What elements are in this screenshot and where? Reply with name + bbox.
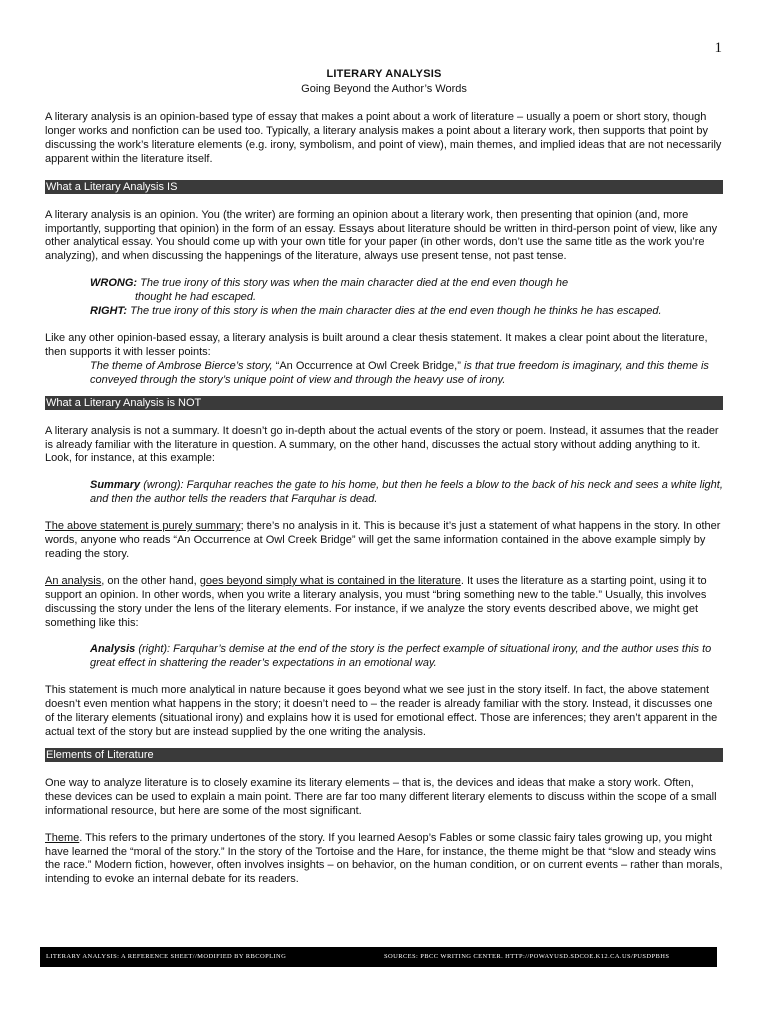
- document-title: LITERARY ANALYSIS: [326, 68, 442, 80]
- summary-statement-underlined: The above statement is purely summary: [45, 520, 241, 533]
- wrong-label: WRONG:: [90, 277, 138, 290]
- intro-paragraph: A literary analysis is an opinion-based type of essay that makes a point about a work of literature – usually a poem or short story, though longer works and nonfiction can be used too. Typically, a literary analysis makes a point about a literary work, then supports that point by discussing the work’s literature elements (e.g. irony, symbolism, and point of view), main themes, and implied ideas that are not necessarily apparent within the literature itself.: [45, 111, 722, 165]
- what-is-not-paragraph: A literary analysis is not a summary. It doesn’t go in-depth about the actual events of the story or poem. Instead, it assumes that the reader is already familiar with the literature in question. A summary, on the other hand, discusses the actual story without adding anything to it. Look, for instance, at this example:: [45, 424, 719, 465]
- section-heading-what-is: What a Literary Analysis IS: [45, 180, 723, 194]
- analysis-explanation-paragraph: [45, 575, 723, 631]
- page-footer: [40, 947, 717, 967]
- thesis-example: [90, 360, 723, 388]
- footer-sources: SOURCES: PBCC WRITING CENTER. HTTP://POWAYUSD.SDCOE.K12.CA.US/PUSDPBHS: [384, 953, 670, 960]
- analysis-label: Analysis: [90, 643, 136, 656]
- thesis-intro-paragraph: Like any other opinion-based essay, a literary analysis is built around a clear thesis statement. It makes a clear point about the literature, then supports it with lesser points:: [45, 331, 708, 358]
- what-is-paragraph: A literary analysis is an opinion. You (the writer) are forming an opinion about a literary work, then presenting that opinion (and, more importantly, supporting that opinion) in the form of an essay. Essays about literature should be written in third-person point of view, like any other analytical essay. You should come up with your own title for your paper (in other words, don’t use the same title as the work you’re analyzing), and when discussing the happenings of the literature, always use present tense, not past tense.: [45, 208, 718, 263]
- right-label: RIGHT:: [90, 305, 128, 318]
- summary-explanation-text: ; there’s no analysis in it. This is because it’s just a statement of what happens in the story. In other words, anyone who reads “An Occurrence at Owl Creek Bridge” will get the same information contained in the above example simply by reading the story.: [45, 520, 721, 560]
- summary-explanation-paragraph: [45, 520, 723, 562]
- analysis-explanation-text: . It uses the literature as a starting point, using it to support an opinion. In other words, when you write a literary analysis, you must “bring something new to the table.” Usually, this involves discussing the story under the lens of the literary elements. For instance, if we analyze the story events described above, we might get something like this:: [45, 574, 707, 629]
- section-heading-elements: Elements of Literature: [45, 748, 723, 762]
- theme-label: Theme: [45, 831, 80, 844]
- analytical-statement-paragraph: This statement is much more analytical in nature because it goes beyond what we see just in the story itself. In fact, the above statement doesn’t even mention what happens in the story; it doesn’t need to – the reader is already familiar with the story. Instead, it discusses one of the literary elements (situational irony) and explains how it is used for emotional effect. Those are inferences; they aren’t apparent in the actual text of the story but are instead supplied by the one writing the analysis.: [45, 684, 718, 738]
- wrong-text: The true irony of this story was when the main character died at the end even though he: [140, 277, 569, 290]
- summary-label: Summary: [90, 479, 141, 492]
- theme-paragraph: [45, 832, 723, 888]
- right-text: The true irony of this story is when the main character dies at the end even though he thinks he has escaped.: [130, 305, 662, 318]
- section-heading-what-is-not: What a Literary Analysis is NOT: [45, 396, 723, 410]
- footer-credit: LITERARY ANALYSIS: A REFERENCE SHEET//MODIFIED BY RBCOPLING: [46, 953, 287, 960]
- analysis-goes-beyond-underlined: goes beyond simply what is contained in the literature: [199, 574, 461, 587]
- theme-text: . This refers to the primary undertones of the story. If you learned Aesop’s Fables or some classic fairy tales growing up, you might have learned the “moral of the story.” In the story of the Tortoise and the Hare, for instance, the theme might be that “slow and steady wins the race.” Modern fiction, however, often involves insights – on behavior, on the human condition, or on current events – rather than morals, intending to evoke an internal debate for its readers.: [45, 831, 723, 886]
- document-subtitle: Going Beyond the Author’s Words: [301, 83, 467, 95]
- wrong-example: [90, 277, 723, 305]
- summary-example: [90, 479, 723, 507]
- wrong-text-continued: thought he had escaped.: [135, 291, 257, 304]
- right-example: [90, 305, 723, 319]
- analysis-mid-text: , on the other hand,: [101, 574, 197, 587]
- thesis-text-end: is that true freedom is imaginary, and this theme is conveyed through the story’s unique point of view and through the heavy use of irony.: [90, 359, 709, 386]
- page-number: 1: [714, 40, 722, 56]
- analysis-text: Farquhar’s demise at the end of the story is the perfect example of situational irony, and the author uses this to great effect in shattering the reader’s expectations in an emotional way.: [90, 643, 712, 670]
- thesis-text-start: The theme of Ambrose Bierce’s story,: [90, 359, 273, 372]
- elements-paragraph: One way to analyze literature is to closely examine its literary elements – that is, the devices and ideas that make a story work. Often, these devices can be used to explain a main point. There are far too many different literary elements to discuss within the scope of a small informational resource, but here are some of the most significant.: [45, 776, 717, 817]
- summary-text: Farquhar reaches the gate to his home, but then he feels a blow to the back of his neck and sees a white light, and then the author tells the readers that Farquhar is dead.: [90, 479, 723, 506]
- analysis-term-underlined: An analysis: [45, 574, 102, 587]
- document-body: [45, 111, 723, 887]
- analysis-tag: (right):: [138, 643, 171, 656]
- analysis-example: [90, 643, 723, 671]
- thesis-work-title: “An Occurrence at Owl Creek Bridge,”: [275, 359, 461, 372]
- summary-tag: (wrong):: [143, 479, 184, 492]
